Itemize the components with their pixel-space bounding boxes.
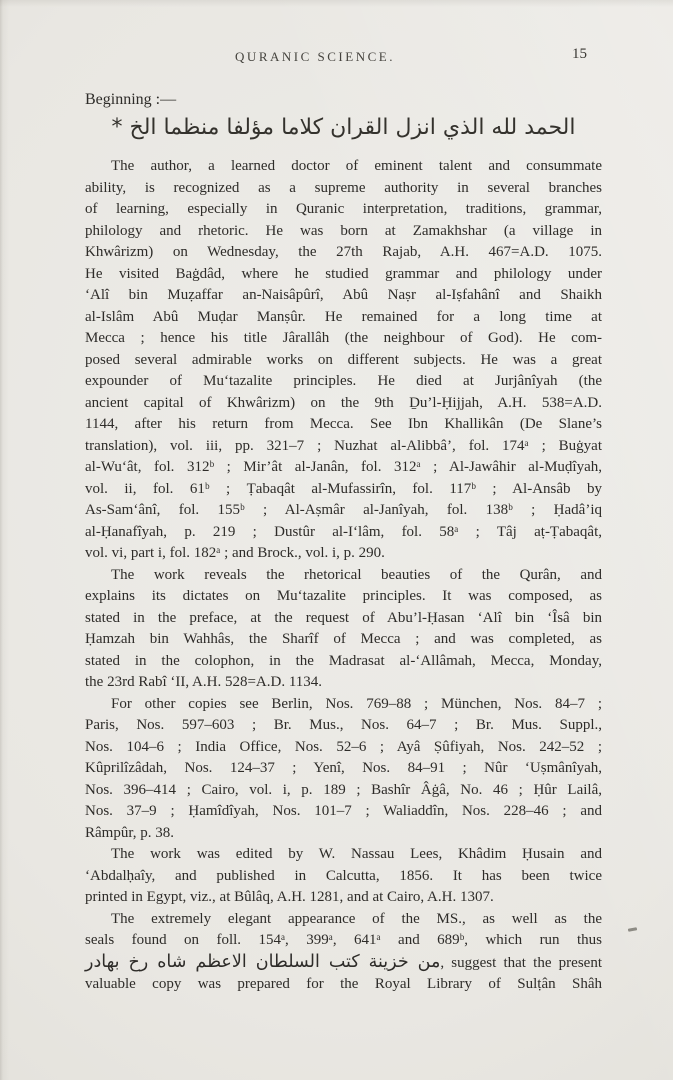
text-line: The author, a learned doctor of eminent talent and consummate <box>111 158 602 174</box>
text-line: 1144, after his return from Mecca. See Ibn Khallikân (De Slane’s <box>85 416 602 432</box>
text-line: The work reveals the rhetorical beauties of the Qurân, and <box>111 566 602 583</box>
text-line: Mecca ; hence his title Jârallâh (the neighbour of God). He com- <box>85 330 602 346</box>
page-number: 15 <box>572 46 587 62</box>
text-line: posed several admirable works on different subjects. He was a great <box>85 351 602 368</box>
text-line: For other copies see Berlin, Nos. 769–88 ; München, Nos. 84–7 ; <box>111 695 602 712</box>
text-line: stated in the preface, at the request of Abu’l-Ḥasan ‘Alî bin ‘Îsâ bin <box>85 609 602 626</box>
text-line: As-Sam‘ânî, fol. 155ᵇ ; Al-Aṣmâr al-Janîyah, fol. 138ᵇ ; Ḥadâ’iq <box>85 502 602 518</box>
text-line: of learning, especially in Quranic interpretation, traditions, grammar, <box>85 201 602 217</box>
text-line: Khwârizm) on Wednesday, the 27th Rajab, A.H. 467=A.D. 1075. <box>85 244 602 260</box>
text-run: , suggest that the present <box>440 954 602 971</box>
text-line: vol. vi, part i, fol. 182ᵃ ; and Brock., vol. i, p. 290. <box>85 545 385 561</box>
text-line: Ḥamzah bin Wahhâs, the Sharîf of Mecca ; and was completed, as <box>85 631 602 647</box>
text-line: al-Islâm Abû Muḍar Manṣûr. He remained for a long time at <box>85 308 602 325</box>
arabic-seal-text: من خزينة كتب السلطان الاعظم شاه رخ بهادر <box>85 951 441 972</box>
text-line: al-Wu‘ât, fol. 312ᵇ ; Mir’ât al-Janân, fol. 312ᵃ ; Al-Jawâhir al-Muḍîyah, <box>85 459 602 475</box>
text-line: ability, is recognized as a supreme authority in several branches <box>85 179 602 196</box>
text-line: Paris, Nos. 597–603 ; Br. Mus., Nos. 64–7 ; Br. Mus. Suppl., <box>85 717 602 733</box>
text-line: printed in Egypt, viz., at Bûlâq, A.H. 1281, and at Cairo, A.H. 1307. <box>85 889 494 905</box>
text-line: seals found on foll. 154ᵃ, 399ᵃ, 641ᵃ and 689ᵇ, which run thus <box>85 932 602 948</box>
text-line: ‘Alî bin Muẓaffar an-Naisâpûrî, Abû Naṣr al-Iṣfahânî and Shaikh <box>85 287 602 303</box>
text-line: Kûprilîzâdah, Nos. 124–37 ; Yenî, Nos. 84–91 ; Nûr ‘Uṣmânîyah, <box>85 760 602 776</box>
text-line <box>85 952 602 975</box>
text-line: vol. ii, fol. 61ᵇ ; Ṭabaqât al-Mufassirîn, fol. 117ᵇ ; Al-Ansâb by <box>85 480 602 497</box>
text-line: expounder of Mu‘tazalite principles. He died at Jurjânîyah (the <box>85 373 602 389</box>
text-line: explains its dictates on Mu‘tazalite principles. It was composed, as <box>85 588 602 604</box>
beginning-label: Beginning :— <box>85 91 177 108</box>
arabic-opening-line: الحمد لله الذي انزل القران كلاما مؤلفا منظما الخ * <box>111 115 576 140</box>
text-line: the 23rd Rabî ‘II, A.H. 528=A.D. 1134. <box>85 674 323 690</box>
text-line: Nos. 396–414 ; Cairo, vol. i, p. 189 ; Bashîr Âġâ, No. 46 ; Ḥûr Lailâ, <box>85 781 602 798</box>
text-line: translation), vol. iii, pp. 321–7 ; Nuzhat al-Alibbâ’, fol. 174ᵃ ; Buġyat <box>85 437 602 454</box>
running-head: QURANIC SCIENCE. <box>235 49 395 64</box>
margin-mark-artifact <box>628 927 637 932</box>
text-line: al-Ḥanafîyah, p. 219 ; Dustûr al-I‘lâm, fol. 58ᵃ ; Tâj aṭ-Ṭabaqât, <box>85 523 602 540</box>
text-line: ‘Abdalḥaîy, and published in Calcutta, 1856. It has been twice <box>85 867 602 884</box>
text-line: ancient capital of Khwârizm) on the 9th Ḏu’l-Ḥijjah, A.H. 538=A.D. <box>85 394 602 411</box>
text-line: stated in the colophon, in the Madrasat al-‘Allâmah, Mecca, Monday, <box>85 652 602 669</box>
text-line: Nos. 104–6 ; India Office, Nos. 52–6 ; Ayâ Ṣûfiyah, Nos. 242–52 ; <box>85 738 602 755</box>
text-line: The extremely elegant appearance of the MS., as well as the <box>111 910 602 927</box>
text-line: philology and rhetoric. He was born at Zamakhshar (a village in <box>85 222 602 239</box>
text-line: Nos. 37–9 ; Ḥamîdîyah, Nos. 101–7 ; Waliaddîn, Nos. 228–46 ; and <box>85 803 602 819</box>
text-line: Râmpûr, p. 38. <box>85 824 174 841</box>
text-line: valuable copy was prepared for the Royal Library of Sulṭân Shâh <box>85 976 602 992</box>
body-text <box>85 156 602 996</box>
text-line: The work was edited by W. Nassau Lees, Khâdim Ḥusain and <box>111 846 602 862</box>
text-line: He visited Baġdâd, where he studied grammar and philology under <box>85 265 602 282</box>
